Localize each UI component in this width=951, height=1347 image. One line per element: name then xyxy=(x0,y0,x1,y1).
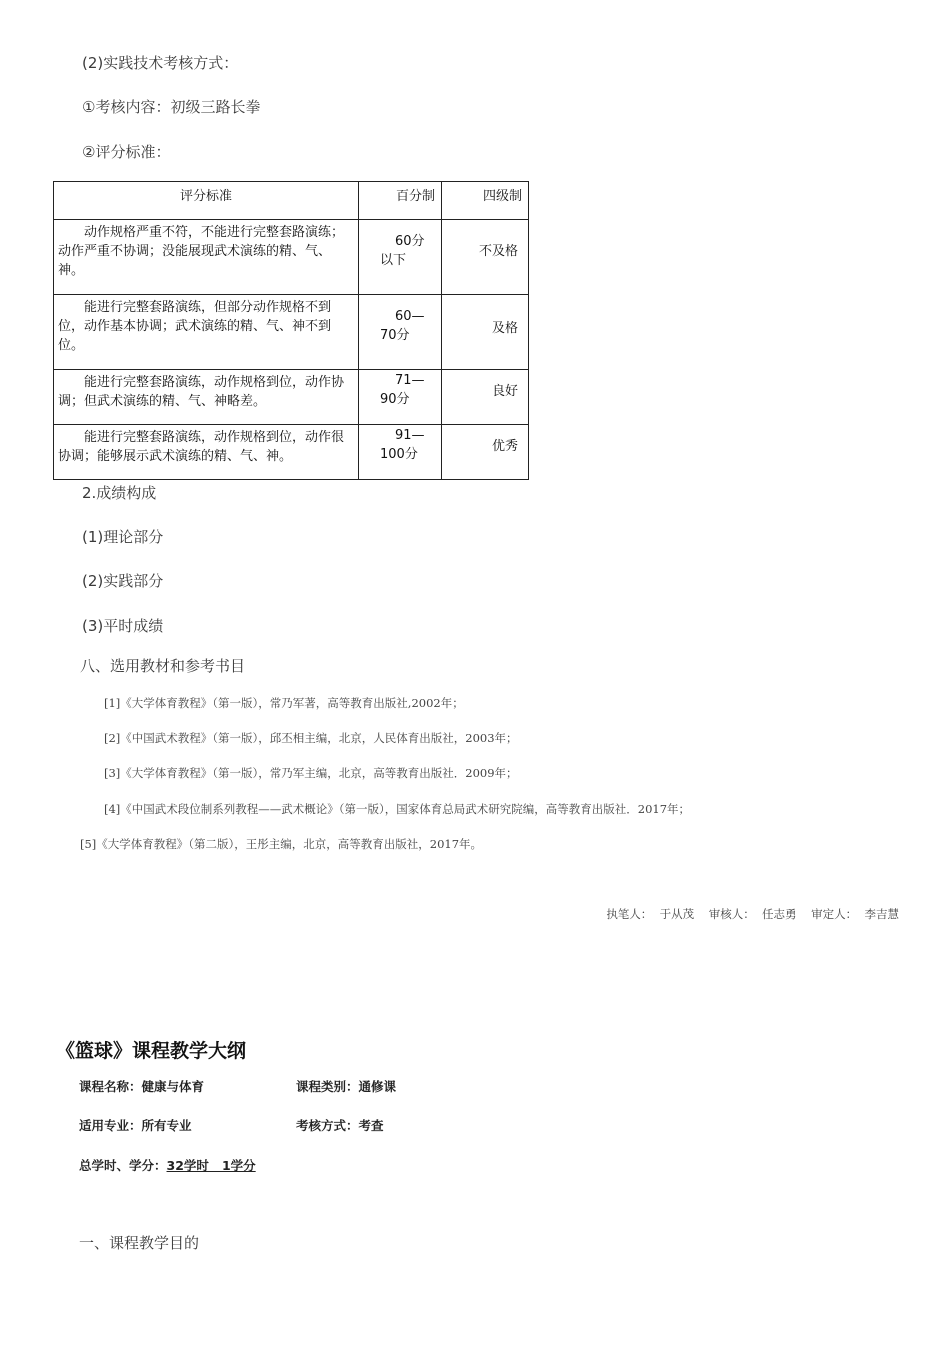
reference-3: [3]《大学体育教程》（第一版），常乃军主编，北京，高等教育出版社．2009年； xyxy=(104,766,518,780)
row-description: 动作规格严重不符，不能进行完整套路演练；动作严重不协调；没能展现武术演练的精、气、神。 xyxy=(58,225,345,278)
assessment-method: 考核方式：考查 xyxy=(296,1118,384,1133)
row-percent: 60分 xyxy=(395,234,425,249)
textbooks-heading: 八、选用教材和参考书目 xyxy=(80,657,246,675)
score-item-practice: (2)实践部分 xyxy=(82,572,164,590)
row-level: 及格 xyxy=(442,295,529,370)
grading-table xyxy=(53,181,529,480)
course-name: 课程名称：健康与体育 xyxy=(79,1079,205,1094)
row-description: 能进行完整套路演练，动作规格到位，动作很协调；能够展示武术演练的精、气、神。 xyxy=(58,430,345,464)
score-item-theory: (1)理论部分 xyxy=(82,528,164,546)
row-description: 能进行完整套路演练，动作规格到位，动作协调；但武术演练的精、气、神略差。 xyxy=(58,375,345,409)
assessment-content: ①考核内容：初级三路长拳 xyxy=(82,98,261,116)
hours-value: 32学时 1学分 xyxy=(166,1158,256,1173)
row-percent-cont: 100分 xyxy=(380,447,418,462)
row-percent: 71— xyxy=(395,373,425,388)
row-percent: 91— xyxy=(395,428,425,443)
reference-1: [1]《大学体育教程》（第一版），常乃军著，高等教育出版社,2002年； xyxy=(104,696,464,710)
hours-credits xyxy=(79,1156,256,1174)
table-header-row xyxy=(54,182,529,220)
applicable-major: 适用专业：所有专业 xyxy=(79,1118,192,1133)
row-level: 良好 xyxy=(442,370,529,425)
row-percent: 60— xyxy=(395,309,425,324)
row-level: 不及格 xyxy=(442,220,529,295)
row-percent-cont: 以下 xyxy=(380,253,407,268)
reference-4: [4]《中国武术段位制系列教程——武术概论》（第一版），国家体育总局武术研究院编，高等教育出版社．2017年； xyxy=(104,802,691,816)
table-row xyxy=(54,370,529,425)
row-level: 优秀 xyxy=(442,425,529,480)
row-percent-cont: 70分 xyxy=(380,328,410,343)
page-title: 《篮球》课程教学大纲 xyxy=(56,1040,247,1062)
score-composition-title: 2.成绩构成 xyxy=(82,484,157,502)
section-1-heading: 一、课程教学目的 xyxy=(79,1234,200,1252)
header-level: 四级制 xyxy=(442,182,529,220)
table-row xyxy=(54,220,529,295)
table-row xyxy=(54,425,529,480)
reference-2: [2]《中国武术教程》（第一版），邱丕相主编，北京，人民体育出版社，2003年； xyxy=(104,731,518,745)
header-percent: 百分制 xyxy=(359,182,442,220)
criteria-heading: ②评分标准： xyxy=(82,143,171,161)
hours-label: 总学时、学分： xyxy=(79,1158,167,1173)
header-criteria: 评分标准 xyxy=(54,182,359,220)
practice-method-heading: (2)实践技术考核方式： xyxy=(82,54,239,72)
table-row xyxy=(54,295,529,370)
reference-5: [5]《大学体育教程》（第二版），王彤主编，北京，高等教育出版社，2017年。 xyxy=(80,837,483,851)
row-percent-cont: 90分 xyxy=(380,392,410,407)
signature-line: 执笔人： 于从茂 审核人： 任志勇 审定人： 李吉慧 xyxy=(606,907,899,921)
row-description: 能进行完整套路演练，但部分动作规格不到位，动作基本协调；武术演练的精、气、神不到位。 xyxy=(58,300,332,353)
course-type: 课程类别：通修课 xyxy=(296,1079,397,1094)
score-item-daily: (3)平时成绩 xyxy=(82,617,164,635)
